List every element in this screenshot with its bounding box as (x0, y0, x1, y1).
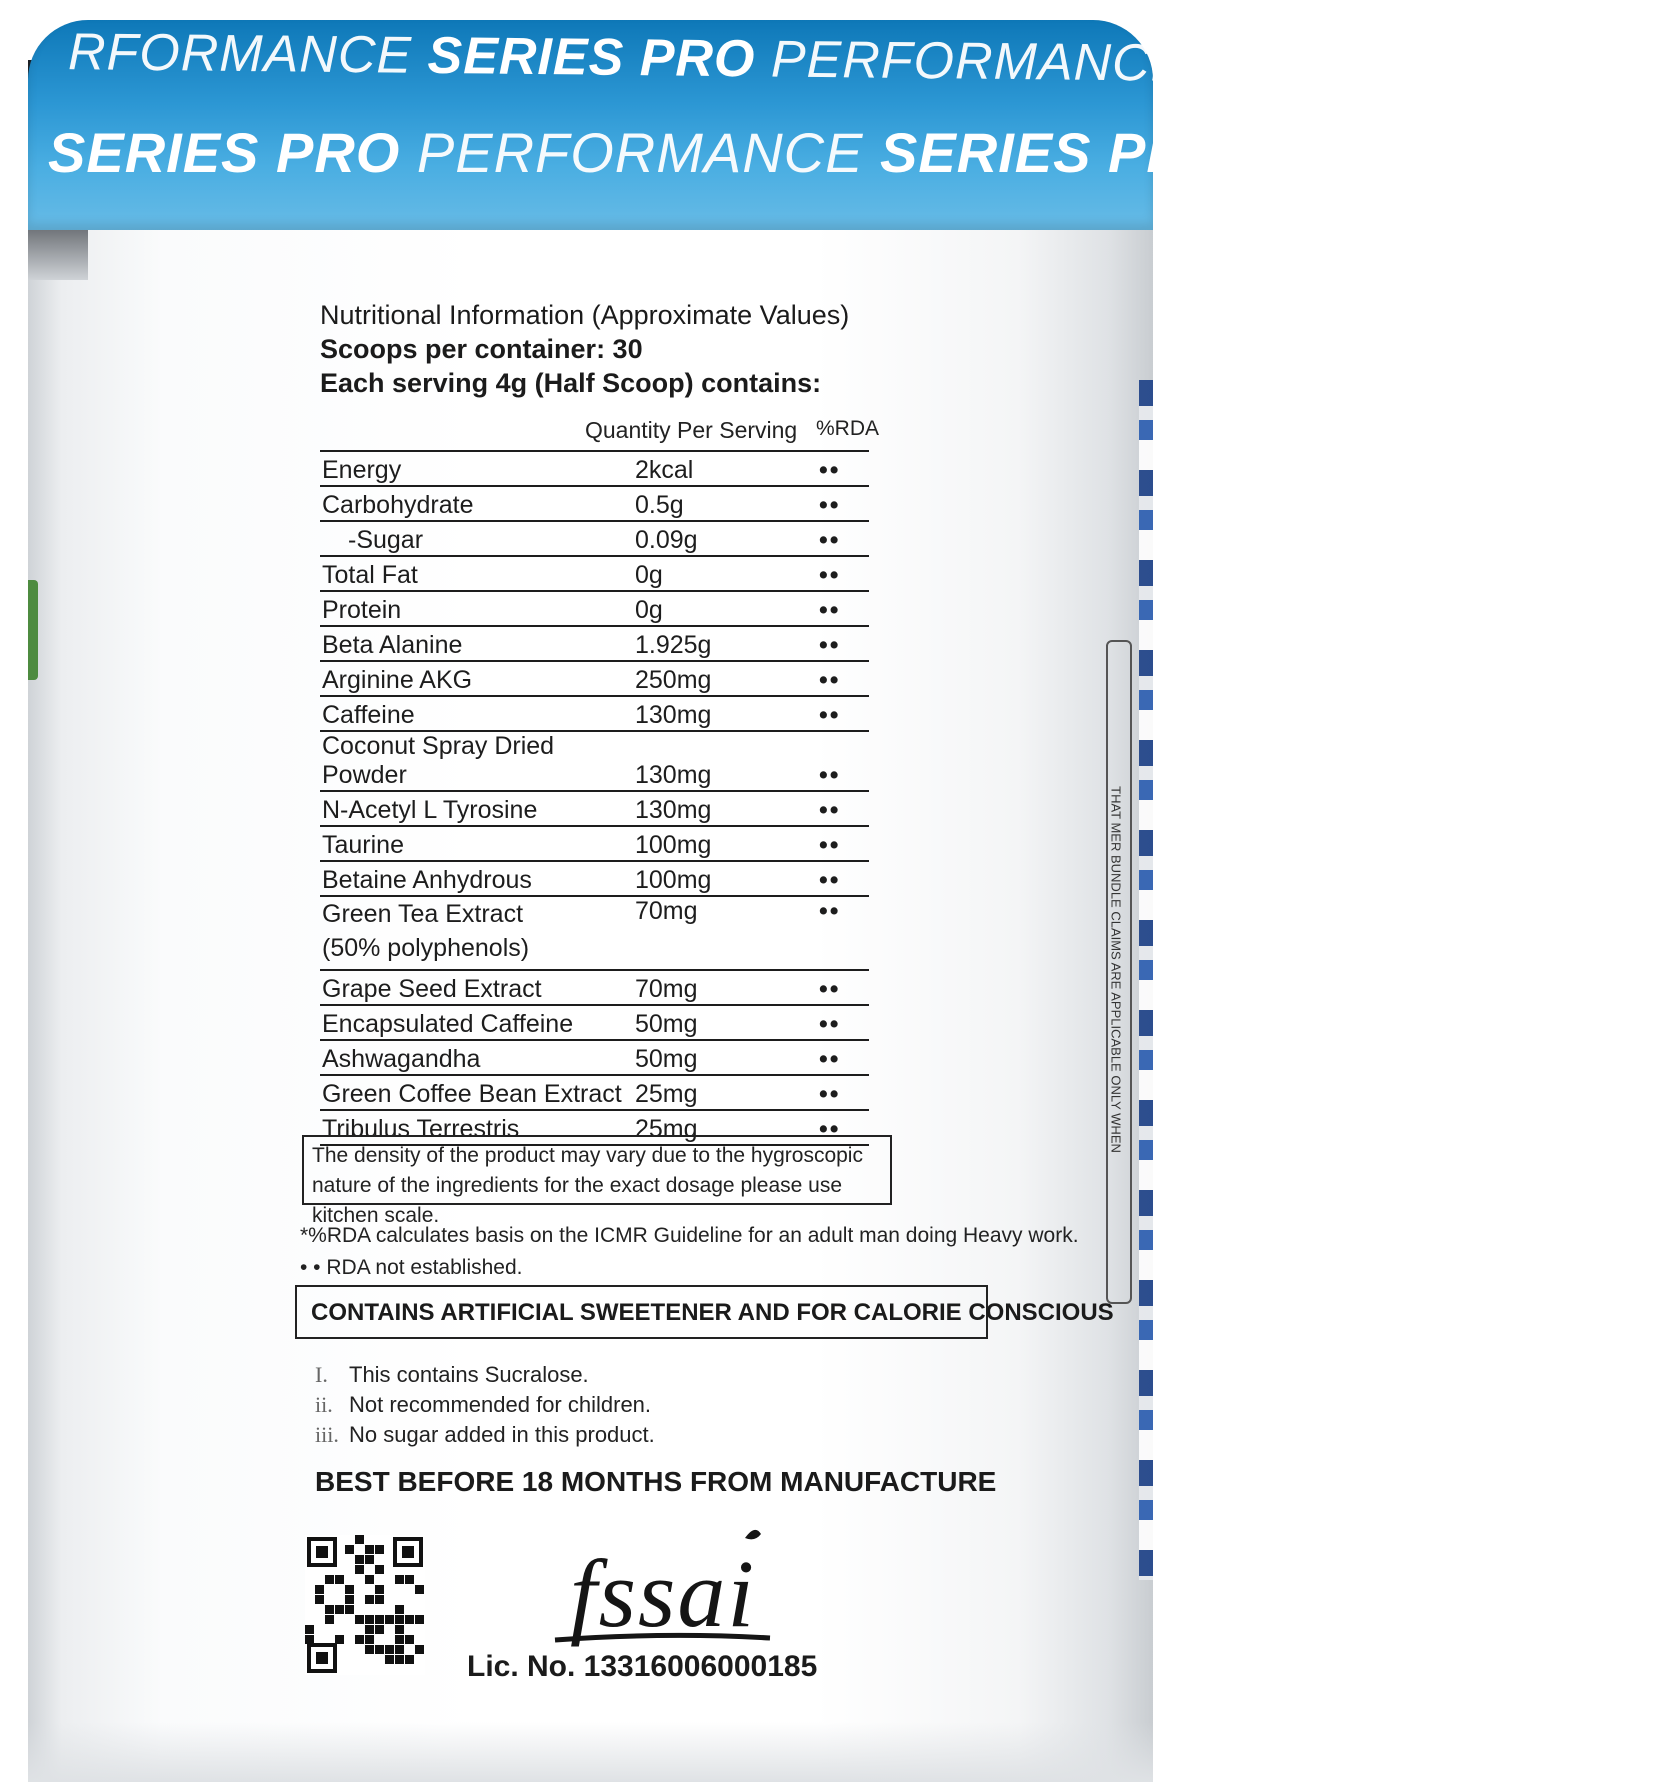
serving-size: Each serving 4g (Half Scoop) contains: (320, 368, 822, 398)
nutrient-quantity: 50mg (629, 1005, 803, 1040)
nutrient-name-text: Carbohydrate (322, 491, 474, 519)
nutrient-name (320, 521, 629, 556)
nutrient-name-text: Green Coffee Bean Extract (322, 1080, 622, 1108)
nutrient-quantity: 130mg (629, 791, 803, 826)
nutrient-rda: •• (803, 521, 869, 556)
band-text-line-2 (48, 120, 1678, 185)
list-item (315, 1390, 655, 1420)
density-note-box: The density of the product may vary due to the hygroscopic nature of the ingredients for the exact dosage please use kitchen scale. (302, 1135, 892, 1205)
nutrient-quantity: 0.09g (629, 521, 803, 556)
nutrient-name-text: Encapsulated Caffeine (322, 1010, 574, 1038)
fssai-logo: fssai (570, 1540, 757, 1647)
band-segment: RFORMANCE (67, 23, 428, 85)
band-segment: PRO (639, 29, 772, 89)
nutrient-quantity: 130mg (629, 696, 803, 731)
nutrient-rda: •• (803, 451, 869, 486)
rda-not-established-note: • • RDA not established. (300, 1256, 523, 1279)
list-item-number: ii. (315, 1392, 333, 1417)
nutrient-rda: •• (803, 861, 869, 896)
nutrient-name (320, 591, 629, 626)
nutrient-name-text: Coconut Spray Dried Powder (322, 732, 555, 789)
nutrient-rda: •• (803, 791, 869, 826)
nutrient-rda: •• (803, 626, 869, 661)
nutrient-name-text: Energy (322, 456, 402, 484)
best-before-text: BEST BEFORE 18 MONTHS FROM MANUFACTURE (315, 1466, 997, 1497)
nutrient-name-text: Betaine Anhydrous (322, 866, 532, 894)
nutrition-row (320, 451, 869, 486)
band-segment: PRO (275, 121, 417, 184)
nutrient-name (320, 731, 629, 791)
blue-label-band (28, 20, 1678, 230)
nutrition-row (320, 861, 869, 896)
list-item-text: This contains Sucralose. (349, 1362, 589, 1387)
nutrient-quantity: 0g (629, 556, 803, 591)
nutrient-rda: •• (803, 591, 869, 626)
nutrition-row (320, 1040, 869, 1075)
nutrient-name-text: N-Acetyl L Tyrosine (322, 796, 538, 824)
band-segment: SERIES (427, 26, 641, 88)
nutrition-row (320, 556, 869, 591)
nutrient-rda: •• (803, 696, 869, 731)
scoops-per-container: Scoops per container: 30 (320, 334, 643, 364)
nutrient-quantity: 25mg (629, 1075, 803, 1110)
nutrient-rda: •• (803, 826, 869, 861)
nutrition-row (320, 970, 869, 1005)
nutrition-row (320, 661, 869, 696)
vertical-claim-box (1106, 640, 1132, 1304)
band-text-line-1 (67, 22, 1510, 97)
nutrient-name (320, 661, 629, 696)
nutrition-row (320, 731, 869, 791)
nutrient-name-subtext: (50% polyphenols) (322, 934, 530, 962)
qr-code-icon (305, 1535, 425, 1675)
nutrient-name-text: Green Tea Extract (322, 900, 524, 928)
nutrition-row (320, 826, 869, 861)
nutrient-name-text: Grape Seed Extract (322, 975, 542, 1003)
nutrient-quantity: 50mg (629, 1040, 803, 1075)
nutrient-name (320, 451, 629, 486)
nutrient-rda: •• (803, 1040, 869, 1075)
column-header-quantity: Quantity Per Serving (585, 417, 798, 443)
nutrition-row (320, 1075, 869, 1110)
nutrient-quantity: 250mg (629, 661, 803, 696)
nutrient-name (320, 1005, 629, 1040)
nutrient-name-text: Arginine AKG (322, 666, 473, 694)
nutrient-name-text: Tribulus Terrestris (322, 1115, 520, 1143)
nutrition-row (320, 896, 869, 970)
nutrition-row (320, 1005, 869, 1040)
nutrient-rda: •• (803, 1075, 869, 1110)
nutrition-row (320, 626, 869, 661)
nutrient-quantity: 70mg (629, 970, 803, 1005)
band-segment: PERFOIANCE S (1248, 121, 1678, 184)
nutrient-name (320, 556, 629, 591)
vertical-claim-text: THAT MER BUNDLE CLAIMS ARE APPLICABLE ONLY WHEN (1108, 786, 1124, 1153)
nutrient-quantity: 100mg (629, 861, 803, 896)
container-bottom-shade (28, 1722, 1153, 1782)
nutrition-row (320, 791, 869, 826)
nutrition-title: Nutritional Information (Approximate Values) (320, 300, 850, 330)
band-segment: SERIE (1201, 34, 1364, 95)
nutrient-rda: •• (803, 1110, 869, 1145)
nutrient-name (320, 486, 629, 521)
nutrition-row (320, 696, 869, 731)
nutrient-name (320, 1075, 629, 1110)
nutrition-row (320, 521, 869, 556)
nutrient-name-text: Protein (322, 596, 402, 624)
nutrient-name-text: Ashwagandha (322, 1045, 481, 1073)
nutrient-quantity: 25mg (629, 1110, 803, 1145)
nutrient-name (320, 626, 629, 661)
right-side-stripe (1139, 380, 1153, 1580)
nutrient-name (320, 826, 629, 861)
nutrient-rda: •• (803, 731, 869, 791)
list-item-text: Not recommended for children. (349, 1392, 652, 1417)
nutrient-name-text: Taurine (322, 831, 404, 859)
nutrient-quantity: 130mg (629, 731, 803, 791)
nutrient-name (320, 791, 629, 826)
band-segment: SERIES (880, 121, 1109, 184)
nutrient-rda: •• (803, 486, 869, 521)
band-segment: SERIES (48, 121, 276, 184)
list-item-text: No sugar added in this product. (349, 1422, 655, 1447)
sweetener-warning-box: CONTAINS ARTIFICIAL SWEETENER AND FOR CALORIE CONSCIOUS (295, 1285, 988, 1339)
list-item-number: iii. (315, 1422, 339, 1447)
nutrient-rda: •• (803, 896, 869, 970)
nutrient-name (320, 696, 629, 731)
nutrient-name (320, 896, 629, 970)
nutrient-name-text: -Sugar (348, 526, 424, 554)
nutrient-quantity: 0.5g (629, 486, 803, 521)
nutrient-name-text: Beta Alanine (322, 631, 463, 659)
band-segment: PRO (1108, 121, 1249, 184)
nutrient-rda: •• (803, 970, 869, 1005)
list-item (315, 1360, 655, 1390)
nutrient-name-text: Caffeine (322, 701, 415, 729)
nutrient-rda: •• (803, 556, 869, 591)
list-item-number: I. (315, 1362, 328, 1387)
nutrient-quantity: 1.925g (629, 626, 803, 661)
band-segment: PERFORMANCE (770, 30, 1203, 93)
column-header-rda: %RDA (816, 417, 880, 440)
nutrient-name-text: Total Fat (322, 561, 418, 589)
list-item (315, 1420, 655, 1450)
nutrition-row (320, 486, 869, 521)
nutrient-quantity: 100mg (629, 826, 803, 861)
green-label-edge (28, 580, 38, 680)
nutrient-rda: •• (803, 661, 869, 696)
nutrient-quantity: 0g (629, 591, 803, 626)
nutrition-table (320, 450, 869, 1146)
nutrient-rda: •• (803, 1005, 869, 1040)
rda-footnote: *%RDA calculates basis on the ICMR Guideline for an adult man doing Heavy work. (300, 1224, 1079, 1247)
band-segment: PERFORMANCE (416, 121, 881, 184)
nutrient-name (320, 1040, 629, 1075)
nutrient-name (320, 861, 629, 896)
nutrient-quantity: 2kcal (629, 451, 803, 486)
warning-list (315, 1360, 655, 1450)
nutrition-row (320, 591, 869, 626)
fssai-license-number: Lic. No. 13316006000185 (467, 1650, 818, 1683)
nutrient-quantity: 70mg (629, 896, 803, 970)
band-segment: . PRO (1362, 36, 1510, 97)
nutrient-name (320, 970, 629, 1005)
